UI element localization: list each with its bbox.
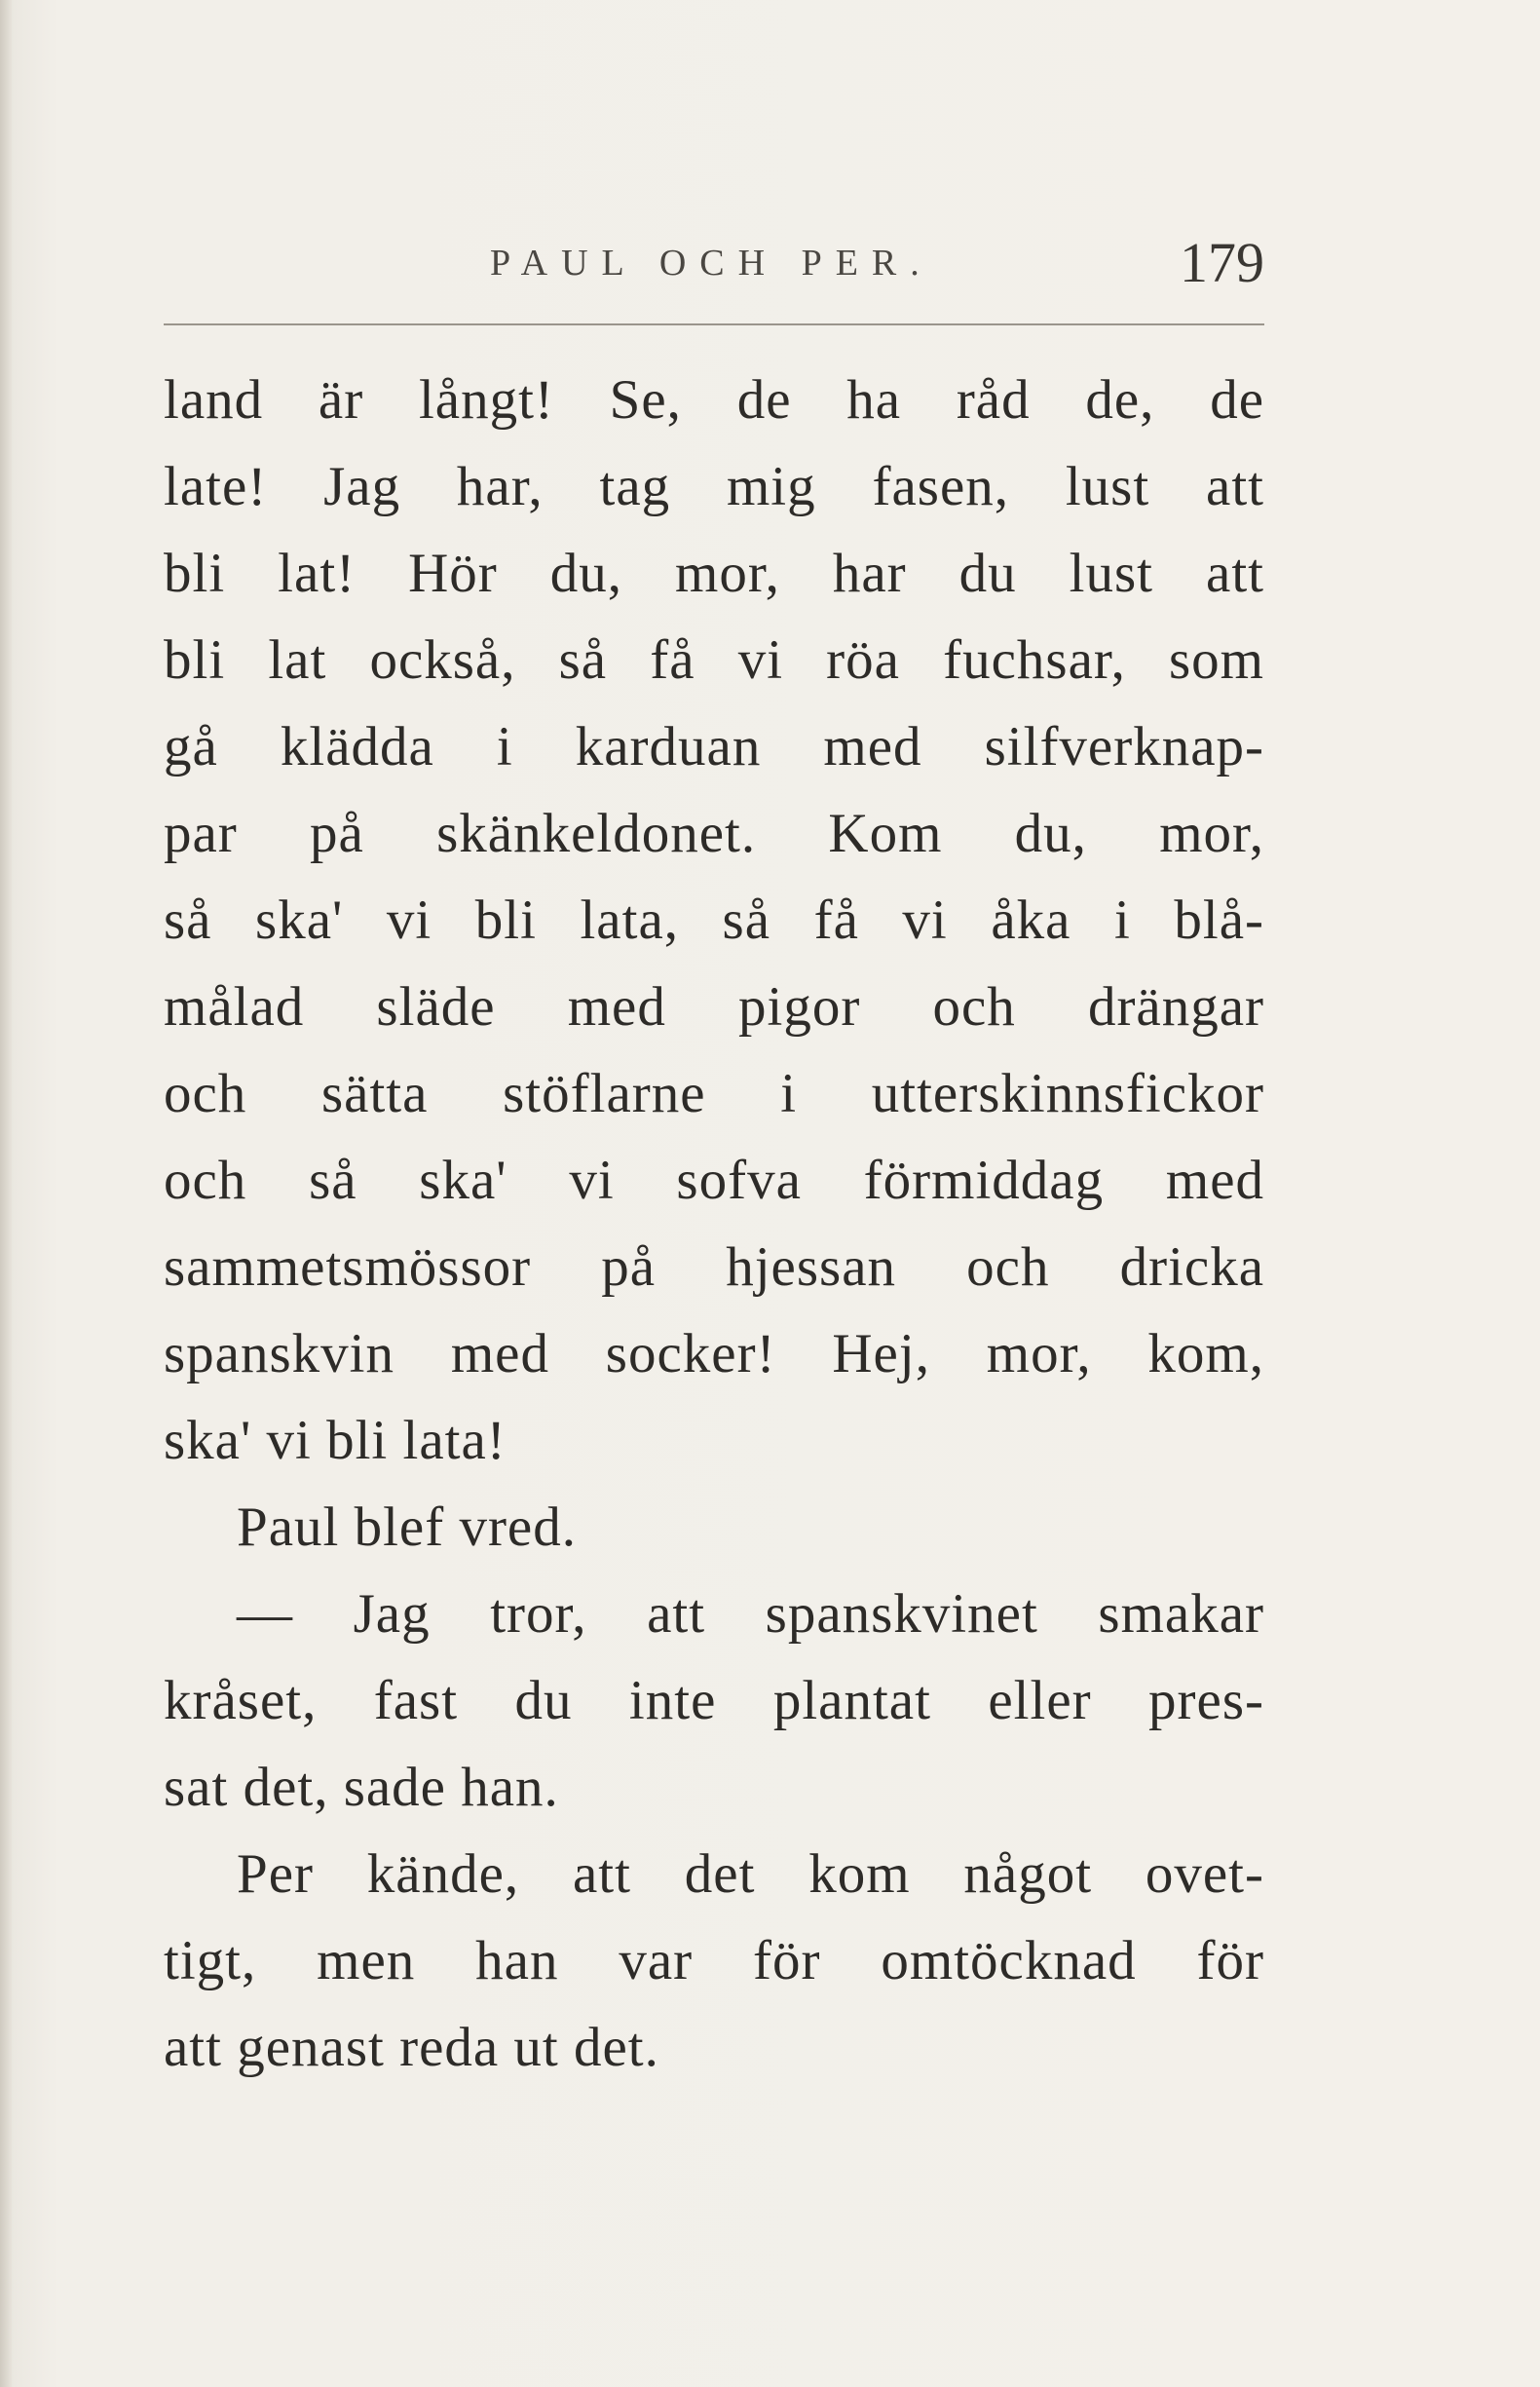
text-line: gå klädda i karduan med silfverknap- [164,716,1264,777]
text-line: och så ska' vi sofva förmiddag med [164,1150,1264,1211]
text-line: late! Jag har, tag mig fasen, lust att [164,456,1264,517]
page-header [164,230,1264,308]
text-line: så ska' vi bli lata, så få vi åka i blå- [164,890,1264,951]
running-title: PAUL OCH PER. [490,243,933,284]
text-line: — Jag tror, att spanskvinet smakar [237,1583,1264,1645]
text-line: Per kände, att det kom något ovet- [237,1843,1264,1905]
text-line: land är långt! Se, de ha råd de, de [164,369,1264,431]
text-line: målad släde med pigor och drängar [164,976,1264,1038]
text-line: par på skänkeldonet. Kom du, mor, [164,803,1264,864]
text-line: spanskvin med socker! Hej, mor, kom, [164,1323,1264,1384]
text-line: bli lat också, så få vi röa fuchsar, som [164,629,1264,691]
text-line: sammetsmössor på hjessan och dricka [164,1236,1264,1298]
text-line: sat det, sade han. [164,1757,559,1818]
page-edge [0,0,12,2387]
text-line: tigt, men han var för omtöcknad för [164,1930,1264,1991]
text-line: bli lat! Hör du, mor, har du lust att [164,543,1264,604]
text-line: ska' vi bli lata! [164,1410,507,1471]
text-line: att genast reda ut det. [164,2017,659,2078]
page-number: 179 [1180,231,1264,294]
header-rule [164,323,1264,325]
text-line: Paul blef vred. [237,1497,577,1558]
body-text [164,357,1264,2091]
text-line: kråset, fast du inte plantat eller pres- [164,1670,1264,1731]
text-line: och sätta stöflarne i utterskinnsfickor [164,1063,1264,1124]
